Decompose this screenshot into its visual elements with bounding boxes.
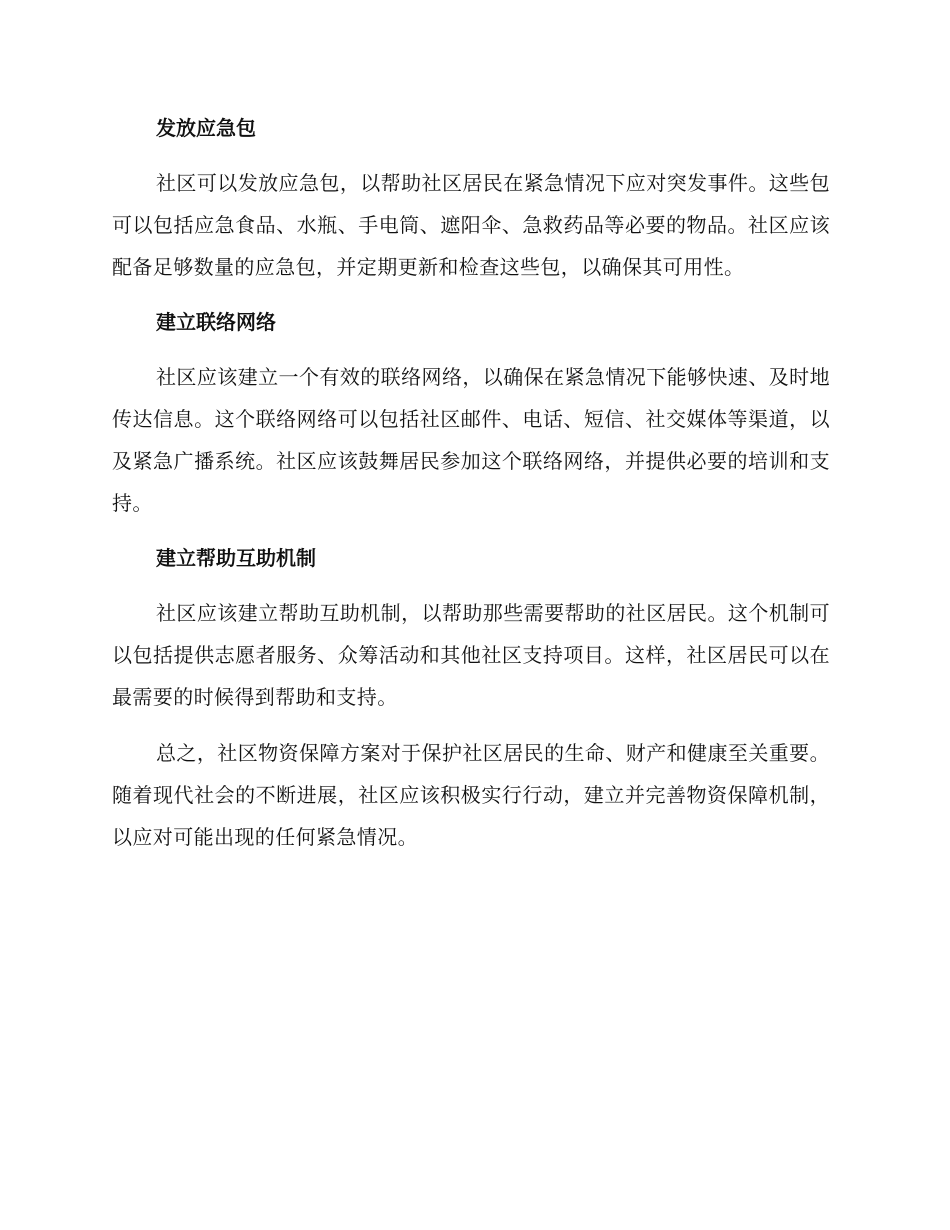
section-body-emergency-kit: 社区可以发放应急包，以帮助社区居民在紧急情况下应对突发事件。这些包可以包括应急食品、水瓶、手电筒、遮阳伞、急救药品等必要的物品。社区应该配备足够数量的应急包，并定期更新和检查这些包，以确保其可用性。	[112, 171, 830, 279]
conclusion-paragraph: 总之，社区物资保障方案对于保护社区居民的生命、财产和健康至关重要。随着现代社会的不断进展，社区应该积极实行行动，建立并完善物资保障机制，以应对可能出现的任何紧急情况。	[112, 741, 830, 849]
section-body-contact-network: 社区应该建立一个有效的联络网络，以确保在紧急情况下能够快速、及时地传达信息。这个联络网络可以包括社区邮件、电话、短信、社交媒体等渠道，以及紧急广播系统。社区应该鼓舞居民参加这个联络网络，并提供必要的培训和支持。	[112, 365, 830, 515]
section-heading-contact-network: 建立联络网络	[156, 310, 276, 334]
section-heading-emergency-kit: 发放应急包	[156, 116, 256, 140]
section-body-mutual-aid: 社区应该建立帮助互助机制，以帮助那些需要帮助的社区居民。这个机制可以包括提供志愿者服务、众筹活动和其他社区支持项目。这样，社区居民可以在最需要的时候得到帮助和支持。	[112, 601, 830, 709]
document-page	[112, 108, 830, 872]
section-heading-mutual-aid: 建立帮助互助机制	[156, 546, 316, 570]
